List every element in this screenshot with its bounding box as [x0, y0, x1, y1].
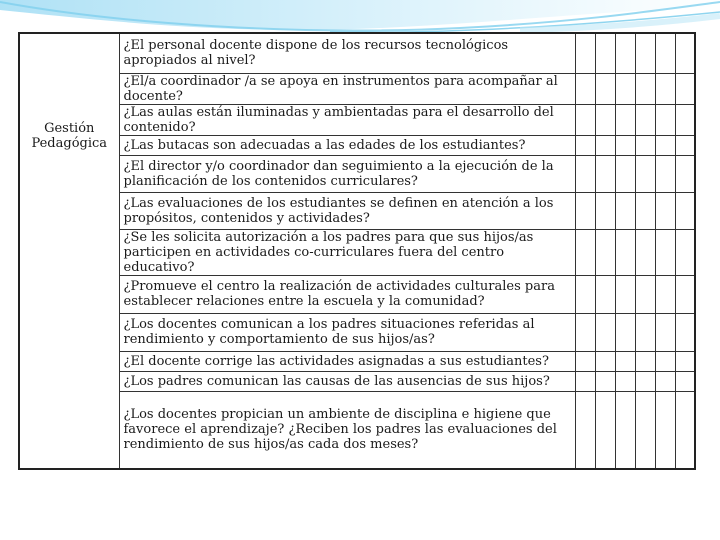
answer-cell[interactable] [675, 371, 695, 391]
question-text: ¿El personal docente dispone de los recursos tecnológicos apropiados al nivel? [119, 33, 575, 73]
answer-cell[interactable] [675, 104, 695, 135]
answer-cell[interactable] [675, 192, 695, 229]
answer-cell[interactable] [655, 313, 675, 351]
answer-cell[interactable] [595, 73, 615, 104]
answer-cell[interactable] [575, 313, 595, 351]
answer-cell[interactable] [595, 135, 615, 155]
answer-cell[interactable] [595, 313, 615, 351]
question-row [19, 351, 695, 371]
answer-cell[interactable] [575, 155, 595, 192]
question-text: ¿Se les solicita autorización a los padres para que sus hijos/as participen en actividades co-curriculares fuera del centro educativo? [119, 229, 575, 275]
answer-cell[interactable] [575, 192, 595, 229]
answer-cell[interactable] [655, 371, 675, 391]
survey-table [18, 32, 696, 470]
question-text: ¿Las butacas son adecuadas a las edades de los estudiantes? [119, 135, 575, 155]
answer-cell[interactable] [635, 275, 655, 313]
answer-cell[interactable] [635, 104, 655, 135]
answer-cell[interactable] [675, 351, 695, 371]
answer-cell[interactable] [615, 192, 635, 229]
question-row [19, 391, 695, 469]
question-row [19, 155, 695, 192]
answer-cell[interactable] [595, 192, 615, 229]
question-row [19, 275, 695, 313]
questionnaire-sheet [18, 32, 694, 453]
answer-cell[interactable] [655, 229, 675, 275]
answer-cell[interactable] [675, 229, 695, 275]
question-text: ¿Promueve el centro la realización de actividades culturales para establecer relaciones entre la escuela y la comunidad? [119, 275, 575, 313]
answer-cell[interactable] [615, 275, 635, 313]
answer-cell[interactable] [655, 192, 675, 229]
answer-cell[interactable] [655, 135, 675, 155]
answer-cell[interactable] [675, 73, 695, 104]
question-row [19, 192, 695, 229]
answer-cell[interactable] [575, 351, 595, 371]
category-label-line1: Gestión [44, 121, 95, 136]
question-row [19, 135, 695, 155]
answer-cell[interactable] [595, 391, 615, 469]
answer-cell[interactable] [615, 229, 635, 275]
answer-cell[interactable] [655, 73, 675, 104]
answer-cell[interactable] [675, 155, 695, 192]
question-text: ¿Los docentes comunican a los padres situaciones referidas al rendimiento y comportamiento de sus hijos/as? [119, 313, 575, 351]
answer-cell[interactable] [575, 104, 595, 135]
answer-cell[interactable] [595, 104, 615, 135]
question-row [19, 104, 695, 135]
answer-cell[interactable] [635, 192, 655, 229]
answer-cell[interactable] [595, 33, 615, 73]
answer-cell[interactable] [615, 371, 635, 391]
answer-cell[interactable] [615, 135, 635, 155]
answer-cell[interactable] [635, 229, 655, 275]
answer-cell[interactable] [635, 391, 655, 469]
question-text: ¿Los padres comunican las causas de las ausencias de sus hijos? [119, 371, 575, 391]
question-text: ¿Los docentes propician un ambiente de disciplina e higiene que favorece el aprendizaje? ¿Reciben los padres las evaluaciones del rendimiento de sus hijos/as cada dos meses? [119, 391, 575, 469]
answer-cell[interactable] [615, 73, 635, 104]
answer-cell[interactable] [675, 275, 695, 313]
answer-cell[interactable] [575, 275, 595, 313]
answer-cell[interactable] [615, 33, 635, 73]
answer-cell[interactable] [635, 135, 655, 155]
answer-cell[interactable] [575, 135, 595, 155]
answer-cell[interactable] [635, 313, 655, 351]
answer-cell[interactable] [595, 155, 615, 192]
question-text: ¿Las evaluaciones de los estudiantes se definen en atención a los propósitos, contenidos y actividades? [119, 192, 575, 229]
category-cell [19, 33, 119, 469]
question-row [19, 33, 695, 73]
answer-cell[interactable] [575, 391, 595, 469]
answer-cell[interactable] [635, 33, 655, 73]
answer-cell[interactable] [655, 155, 675, 192]
answer-cell[interactable] [615, 351, 635, 371]
answer-cell[interactable] [575, 371, 595, 391]
answer-cell[interactable] [655, 33, 675, 73]
question-row [19, 371, 695, 391]
question-text: ¿El docente corrige las actividades asignadas a sus estudiantes? [119, 351, 575, 371]
answer-cell[interactable] [595, 275, 615, 313]
answer-cell[interactable] [635, 73, 655, 104]
answer-cell[interactable] [615, 391, 635, 469]
question-text: ¿El/a coordinador /a se apoya en instrumentos para acompañar al docente? [119, 73, 575, 104]
answer-cell[interactable] [595, 351, 615, 371]
category-label-line2: Pedagógica [31, 136, 108, 151]
answer-cell[interactable] [635, 351, 655, 371]
answer-cell[interactable] [655, 275, 675, 313]
answer-cell[interactable] [675, 135, 695, 155]
answer-cell[interactable] [595, 229, 615, 275]
answer-cell[interactable] [635, 371, 655, 391]
question-text: ¿Las aulas están iluminadas y ambientadas para el desarrollo del contenido? [119, 104, 575, 135]
answer-cell[interactable] [615, 155, 635, 192]
answer-cell[interactable] [675, 313, 695, 351]
answer-cell[interactable] [655, 104, 675, 135]
answer-cell[interactable] [575, 33, 595, 73]
answer-cell[interactable] [615, 313, 635, 351]
answer-cell[interactable] [575, 73, 595, 104]
answer-cell[interactable] [655, 351, 675, 371]
question-row [19, 313, 695, 351]
answer-cell[interactable] [575, 229, 595, 275]
question-text: ¿El director y/o coordinador dan seguimiento a la ejecución de la planificación de los contenidos curriculares? [119, 155, 575, 192]
answer-cell[interactable] [675, 33, 695, 73]
answer-cell[interactable] [635, 155, 655, 192]
question-row [19, 73, 695, 104]
answer-cell[interactable] [675, 391, 695, 469]
question-row [19, 229, 695, 275]
answer-cell[interactable] [615, 104, 635, 135]
answer-cell[interactable] [655, 391, 675, 469]
answer-cell[interactable] [595, 371, 615, 391]
